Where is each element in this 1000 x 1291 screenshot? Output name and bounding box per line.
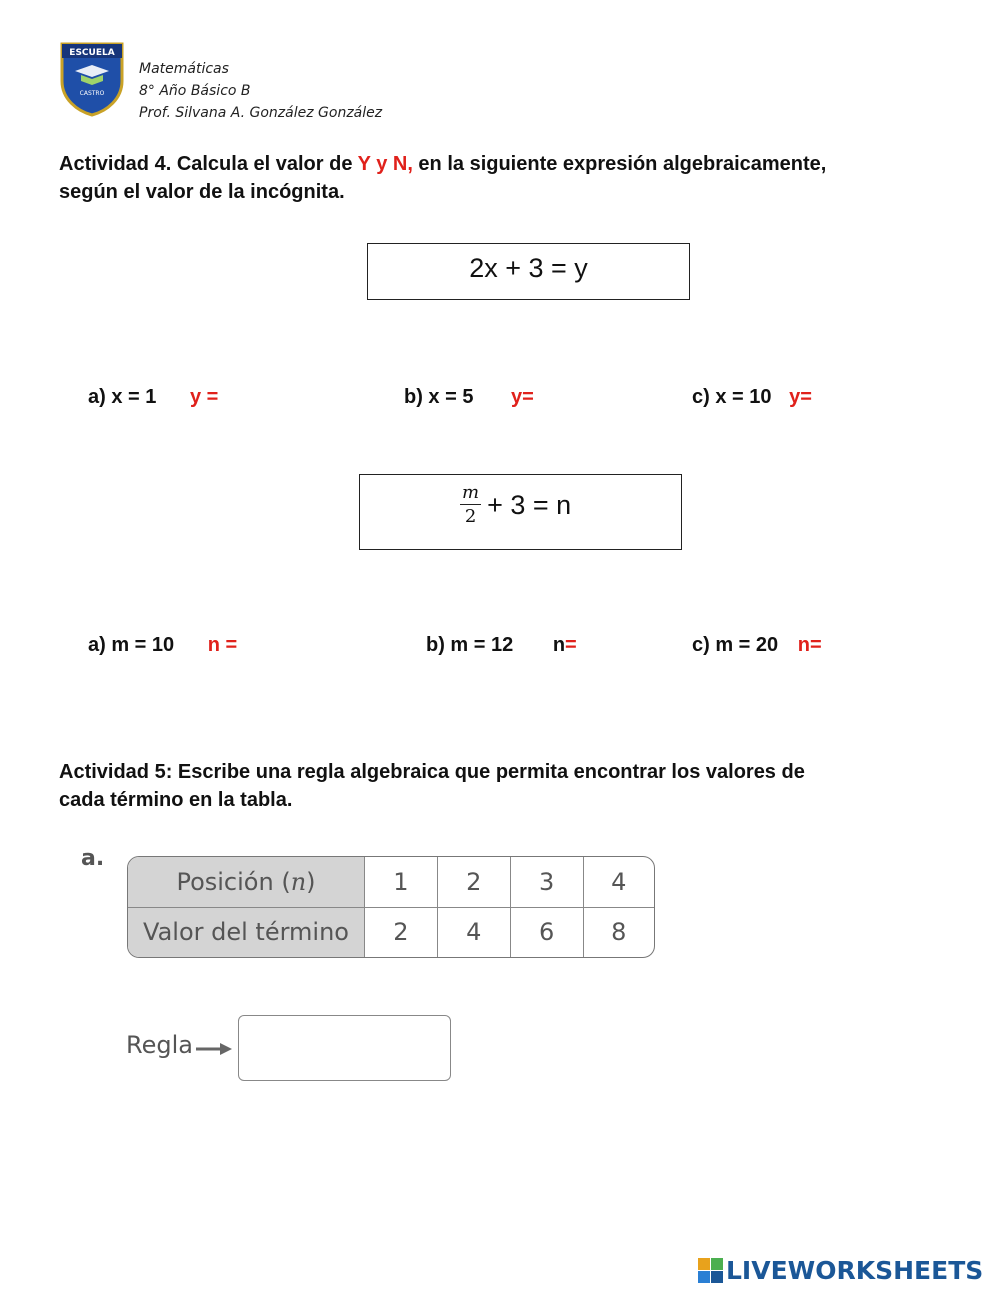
arrow-right-icon	[194, 1040, 234, 1058]
eq2-item-b-answer[interactable]	[553, 634, 577, 656]
eq1-item-b-label: b) x = 5	[404, 386, 474, 408]
eq1-item-a	[88, 386, 218, 409]
eq1-item-a-label: a) x = 1	[88, 386, 157, 408]
activity4-title-suffix: en la siguiente expresión algebraicamente,	[412, 153, 827, 175]
activity4-title-highlight: Y y N,	[357, 153, 413, 175]
equation1-text: 2x + 3 = y	[469, 253, 588, 283]
equation2-text: + 3 = n	[487, 489, 572, 520]
eq1-item-c-label: c) x = 10	[692, 386, 772, 408]
equation2-fraction	[460, 483, 481, 527]
activity4-title-line2: según el valor de la incógnita.	[59, 181, 345, 203]
eq2-item-a	[88, 634, 237, 657]
liveworksheets-brand-text: LIVEWORKSHEETS	[726, 1256, 984, 1285]
grade-label: 8° Año Básico B	[139, 83, 251, 99]
table-row-position	[128, 857, 654, 907]
table-cell: 4	[583, 857, 654, 907]
eq2-item-a-label: a) m = 10	[88, 634, 175, 656]
subject-label: Matemáticas	[139, 61, 229, 77]
equation1-box	[367, 243, 690, 300]
table-cell: 8	[583, 907, 654, 957]
eq1-item-b	[404, 386, 534, 409]
eq2-item-b	[426, 634, 577, 657]
equation2-numerator: m	[462, 482, 480, 503]
liveworksheets-logo-icon	[698, 1258, 724, 1284]
table-cell: 3	[510, 857, 583, 907]
activity4-title	[59, 150, 959, 206]
equation2-denominator: 2	[464, 506, 477, 527]
liveworksheets-brand	[698, 1255, 998, 1287]
eq1-item-a-answer[interactable]: y =	[189, 386, 219, 408]
logo-title: ESCUELA	[69, 48, 115, 58]
eq2-item-b-answer-var: n	[552, 634, 566, 656]
school-logo	[59, 41, 125, 117]
table-cell: 4	[437, 907, 510, 957]
table-header-value: Valor del término	[128, 907, 365, 957]
teacher-label: Prof. Silvana A. González González	[139, 105, 383, 121]
activity5-item-letter: a.	[81, 846, 105, 871]
logo-subtitle: CASTRO	[79, 90, 105, 97]
activity5-title-line1: Actividad 5: Escribe una regla algebraica que permita encontrar los valores de	[59, 761, 805, 783]
header-info	[139, 58, 382, 124]
table-row-value	[128, 907, 654, 957]
eq1-item-b-answer[interactable]: y=	[511, 386, 534, 408]
eq1-item-c	[692, 386, 812, 409]
table-cell: 6	[510, 907, 583, 957]
position-variable: n	[290, 867, 307, 896]
table-cell: 2	[437, 857, 510, 907]
activity4-title-prefix: Actividad 4. Calcula el valor de	[59, 153, 358, 175]
activity5-title-line2: cada término en la tabla.	[59, 789, 293, 811]
eq2-item-a-answer[interactable]: n =	[207, 634, 238, 656]
position-header-text: Posición (n)	[176, 867, 316, 896]
eq1-item-c-answer[interactable]: y=	[789, 386, 812, 408]
table-cell: 1	[365, 857, 438, 907]
rule-label: Regla	[126, 1031, 193, 1059]
eq2-item-c	[692, 634, 822, 657]
rule-input[interactable]	[238, 1015, 451, 1081]
eq2-item-c-label: c) m = 20	[692, 634, 779, 656]
table-cell: 2	[365, 907, 438, 957]
sequence-table	[127, 856, 655, 958]
eq2-item-b-label: b) m = 12	[426, 634, 514, 656]
eq2-item-b-answer-eq: =	[565, 634, 577, 656]
activity5-title	[59, 758, 959, 814]
equation2-box	[359, 474, 682, 550]
table-header-position	[128, 857, 365, 907]
eq2-item-c-answer[interactable]: n=	[797, 634, 822, 656]
